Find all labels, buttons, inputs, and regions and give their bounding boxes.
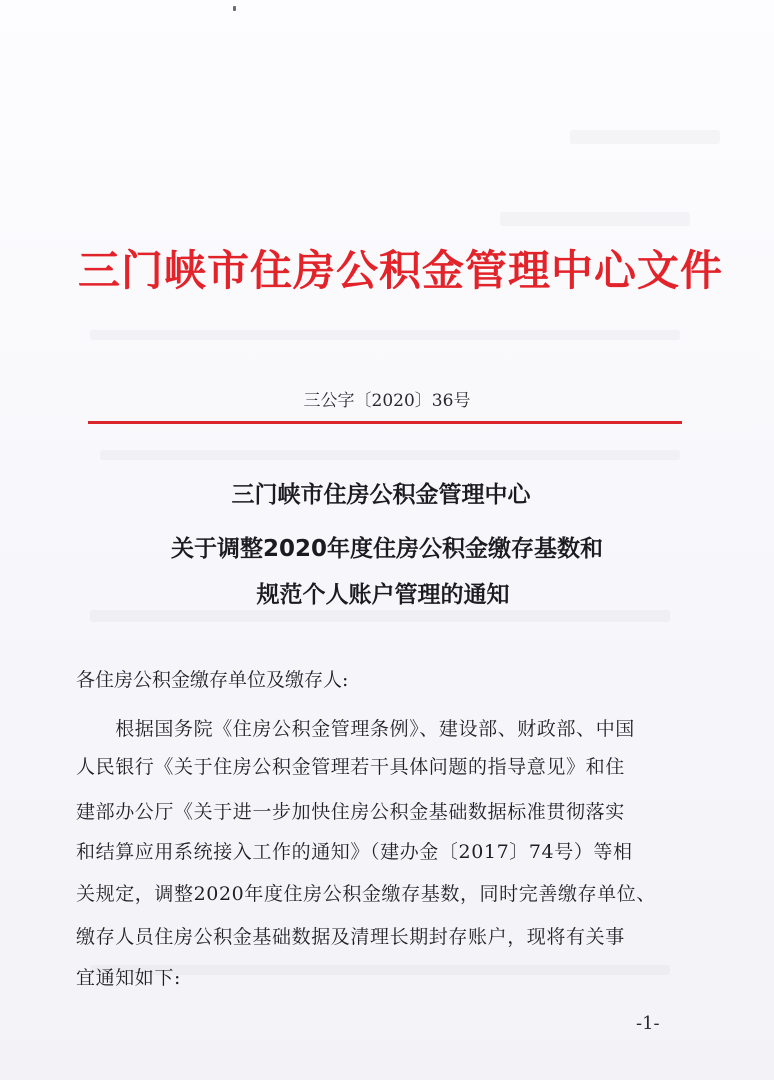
body-line: 建部办公厅《关于进一步加快住房公积金基础数据标准贯彻落实 bbox=[76, 801, 625, 823]
title-line-1: 三门峡市住房公积金管理中心 bbox=[231, 482, 531, 508]
show-through-artifact bbox=[100, 450, 680, 460]
body-line: 关规定，调整2020年度住房公积金缴存基数，同时完善缴存单位、 bbox=[76, 883, 656, 905]
body-line: 和结算应用系统接入工作的通知》（建办金〔2017〕74号）等相 bbox=[76, 841, 633, 863]
title-line-3: 规范个人账户管理的通知 bbox=[256, 582, 510, 608]
body-line: 宜通知如下: bbox=[76, 967, 182, 989]
document-number: 三公字〔2020〕36号 bbox=[303, 391, 471, 411]
body-line: 人民银行《关于住房公积金管理若干具体问题的指导意见》和住 bbox=[76, 756, 625, 778]
title-line-2: 关于调整2020年度住房公积金缴存基数和 bbox=[170, 536, 603, 562]
issuer-header: 三门峡市住房公积金管理中心文件 bbox=[78, 246, 724, 295]
show-through-artifact bbox=[90, 330, 680, 340]
show-through-artifact bbox=[570, 130, 720, 144]
red-divider bbox=[88, 421, 682, 424]
show-through-artifact bbox=[500, 212, 690, 226]
body-line: 根据国务院《住房公积金管理条例》、建设部、财政部、中国 bbox=[76, 718, 635, 740]
scan-speck bbox=[233, 6, 236, 11]
page-number: -1- bbox=[636, 1013, 660, 1034]
salutation: 各住房公积金缴存单位及缴存人: bbox=[76, 669, 349, 691]
show-through-artifact bbox=[90, 610, 670, 622]
body-line: 缴存人员住房公积金基础数据及清理长期封存账户，现将有关事 bbox=[76, 926, 625, 948]
